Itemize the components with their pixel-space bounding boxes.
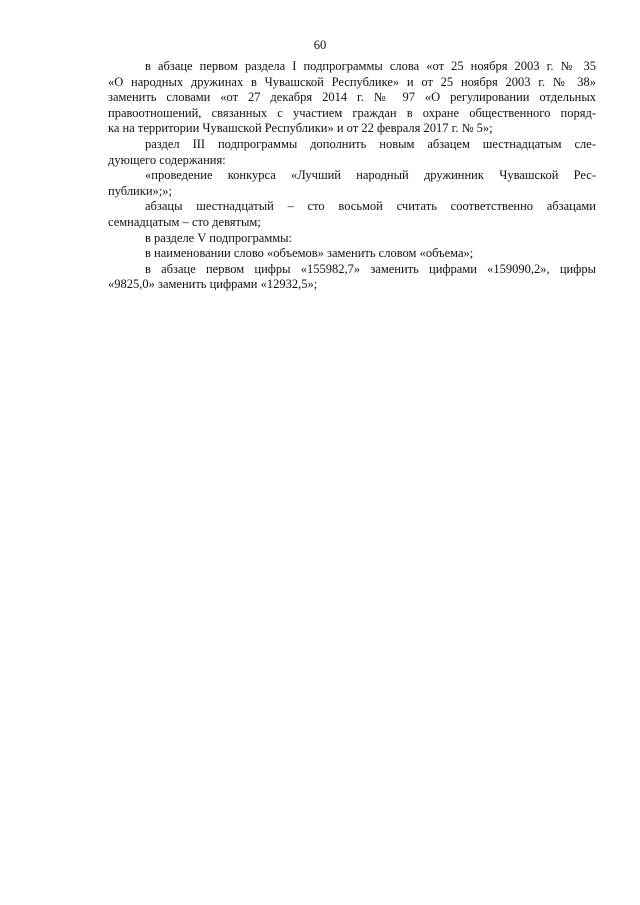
page-number: 60 xyxy=(313,38,327,52)
text-line: «9825,0» заменить цифрами «12932,5»; xyxy=(108,277,318,292)
paragraph xyxy=(108,262,596,293)
paragraph xyxy=(108,168,596,199)
paragraph xyxy=(108,137,596,168)
text-line: заменить словами «от 27 декабря 2014 г. № 97 «О регулировании отдельных xyxy=(108,90,596,105)
document-body xyxy=(108,59,596,293)
paragraph xyxy=(108,246,596,262)
text-line: «О народных дружинах в Чувашской Республике» и от 25 ноября 2003 г. № 38» xyxy=(108,74,596,89)
text-line: в разделе V подпрограммы: xyxy=(145,230,293,245)
text-line: «проведение конкурса «Лучший народный дружинник Чувашской Рес- xyxy=(145,168,596,183)
text-line: ка на территории Чувашской Республики» и от 22 февраля 2017 г. № 5»; xyxy=(108,121,493,136)
text-line: в абзаце первом раздела I подпрограммы слова «от 25 ноября 2003 г. № 35 xyxy=(145,59,596,73)
text-line: правоотношений, связанных с участием граждан в охране общественного поряд- xyxy=(108,105,596,120)
text-line: семнадцатым – сто девятым; xyxy=(108,214,261,229)
text-line: раздел III подпрограммы дополнить новым абзацем шестнадцатым сле- xyxy=(145,136,596,151)
paragraph xyxy=(108,231,596,247)
text-line: дующего содержания: xyxy=(108,152,226,167)
text-line: абзацы шестнадцатый – сто восьмой считать соответственно абзацами xyxy=(145,199,596,214)
text-line: в наименовании слово «объемов» заменить словом «объема»; xyxy=(145,246,474,261)
text-line: публики»;»; xyxy=(108,183,172,198)
text-line: в абзаце первом цифры «155982,7» заменить цифрами «159090,2», цифры xyxy=(145,261,596,276)
paragraph xyxy=(108,59,596,137)
paragraph xyxy=(108,199,596,230)
